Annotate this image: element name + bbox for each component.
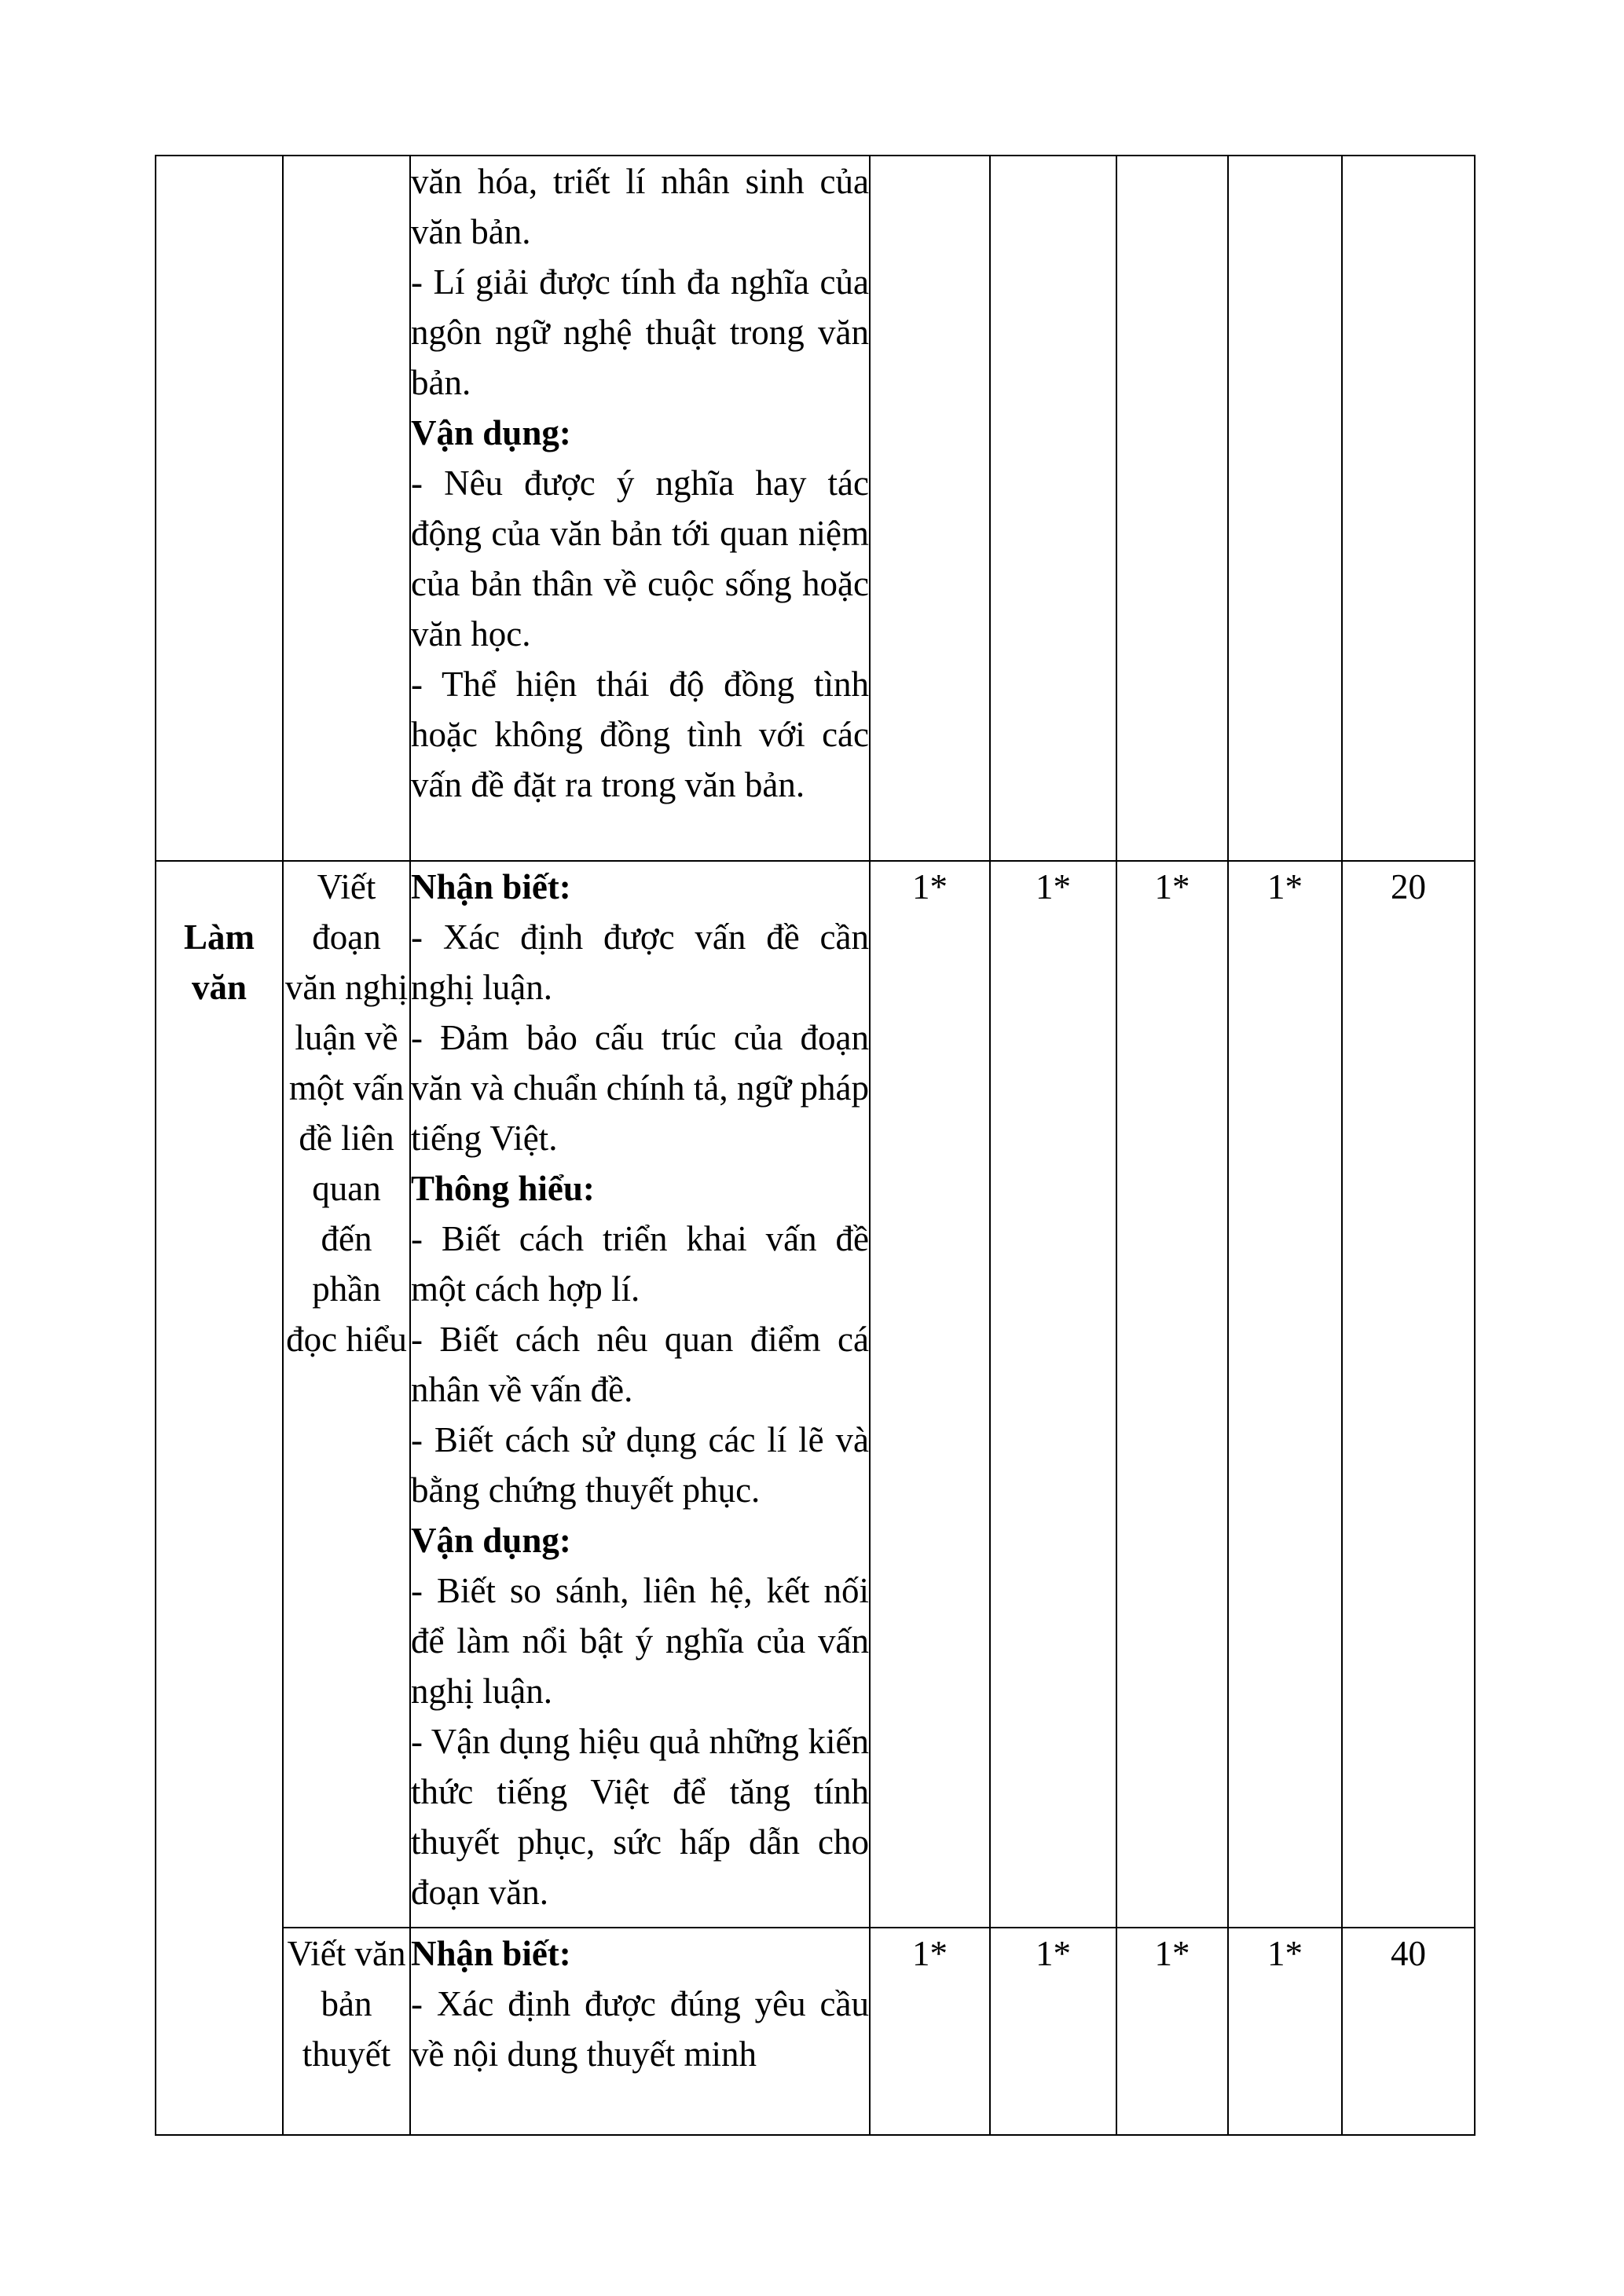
descriptor-cell xyxy=(410,156,870,861)
descriptor-line: - Biết cách sử dụng các lí lẽ và bằng chứng thuyết phục. xyxy=(411,1420,869,1510)
descriptor-line: văn hóa, triết lí nhân sinh của văn bản. xyxy=(411,162,869,251)
count-cell-understanding xyxy=(990,156,1116,861)
descriptor-line: - Biết cách nêu quan điểm cá nhân về vấn đề. xyxy=(411,1320,869,1409)
score-percent-cell xyxy=(1342,156,1475,861)
level-heading: Vận dụng: xyxy=(411,1521,571,1560)
count-cell-high-application xyxy=(1228,156,1342,861)
descriptor-cell xyxy=(410,1928,870,2135)
level-heading: Nhận biết: xyxy=(411,867,571,906)
table-row xyxy=(156,156,1475,861)
descriptor-line: - Xác định được đúng yêu cầu về nội dung thuyết minh xyxy=(411,1984,869,2074)
count-cell-recognition: 1* xyxy=(870,1928,990,2135)
specification-matrix-table xyxy=(155,155,1476,2136)
descriptor-line: - Lí giải được tính đa nghĩa của ngôn ngữ nghệ thuật trong văn bản. xyxy=(411,262,869,402)
descriptor-line: - Thể hiện thái độ đồng tình hoặc không đồng tình với các vấn đề đặt ra trong văn bản. xyxy=(411,665,869,804)
section-cell xyxy=(156,156,283,861)
score-percent-cell: 20 xyxy=(1342,861,1475,1928)
count-cell-understanding: 1* xyxy=(990,1928,1116,2135)
level-heading: Thông hiểu: xyxy=(411,1169,595,1208)
level-heading: Vận dụng: xyxy=(411,413,571,452)
descriptor-line: - Đảm bảo cấu trúc của đoạn văn và chuẩn chính tả, ngữ pháp tiếng Việt. xyxy=(411,1018,869,1158)
topic-cell: Viết văn bản thuyết xyxy=(283,1928,410,2135)
descriptor-line: - Biết so sánh, liên hệ, kết nối để làm nổi bật ý nghĩa của vấn nghị luận. xyxy=(411,1571,869,1711)
level-heading: Nhận biết: xyxy=(411,1934,571,1973)
table-row xyxy=(156,1928,1475,2135)
descriptor-cell xyxy=(410,861,870,1928)
score-percent-cell: 40 xyxy=(1342,1928,1475,2135)
topic-cell xyxy=(283,156,410,861)
descriptor-line: - Nêu được ý nghĩa hay tác động của văn bản tới quan niệm của bản thân về cuộc sống hoặc văn học. xyxy=(411,463,869,654)
section-cell-lam-van: Làm văn xyxy=(156,861,283,2135)
topic-cell: Viết đoạn văn nghị luận về một vấn đề liên quan đến phần đọc hiểu xyxy=(283,861,410,1928)
count-cell-application xyxy=(1116,156,1228,861)
count-cell-understanding: 1* xyxy=(990,861,1116,1928)
count-cell-recognition: 1* xyxy=(870,861,990,1928)
count-cell-recognition xyxy=(870,156,990,861)
descriptor-line: - Vận dụng hiệu quả những kiến thức tiếng Việt để tăng tính thuyết phục, sức hấp dẫn cho đoạn văn. xyxy=(411,1722,869,1912)
table-row xyxy=(156,861,1475,1928)
descriptor-line: - Xác định được vấn đề cần nghị luận. xyxy=(411,917,869,1007)
descriptor-line: - Biết cách triển khai vấn đề một cách hợp lí. xyxy=(411,1219,869,1309)
count-cell-application: 1* xyxy=(1116,1928,1228,2135)
count-cell-high-application: 1* xyxy=(1228,1928,1342,2135)
count-cell-high-application: 1* xyxy=(1228,861,1342,1928)
count-cell-application: 1* xyxy=(1116,861,1228,1928)
